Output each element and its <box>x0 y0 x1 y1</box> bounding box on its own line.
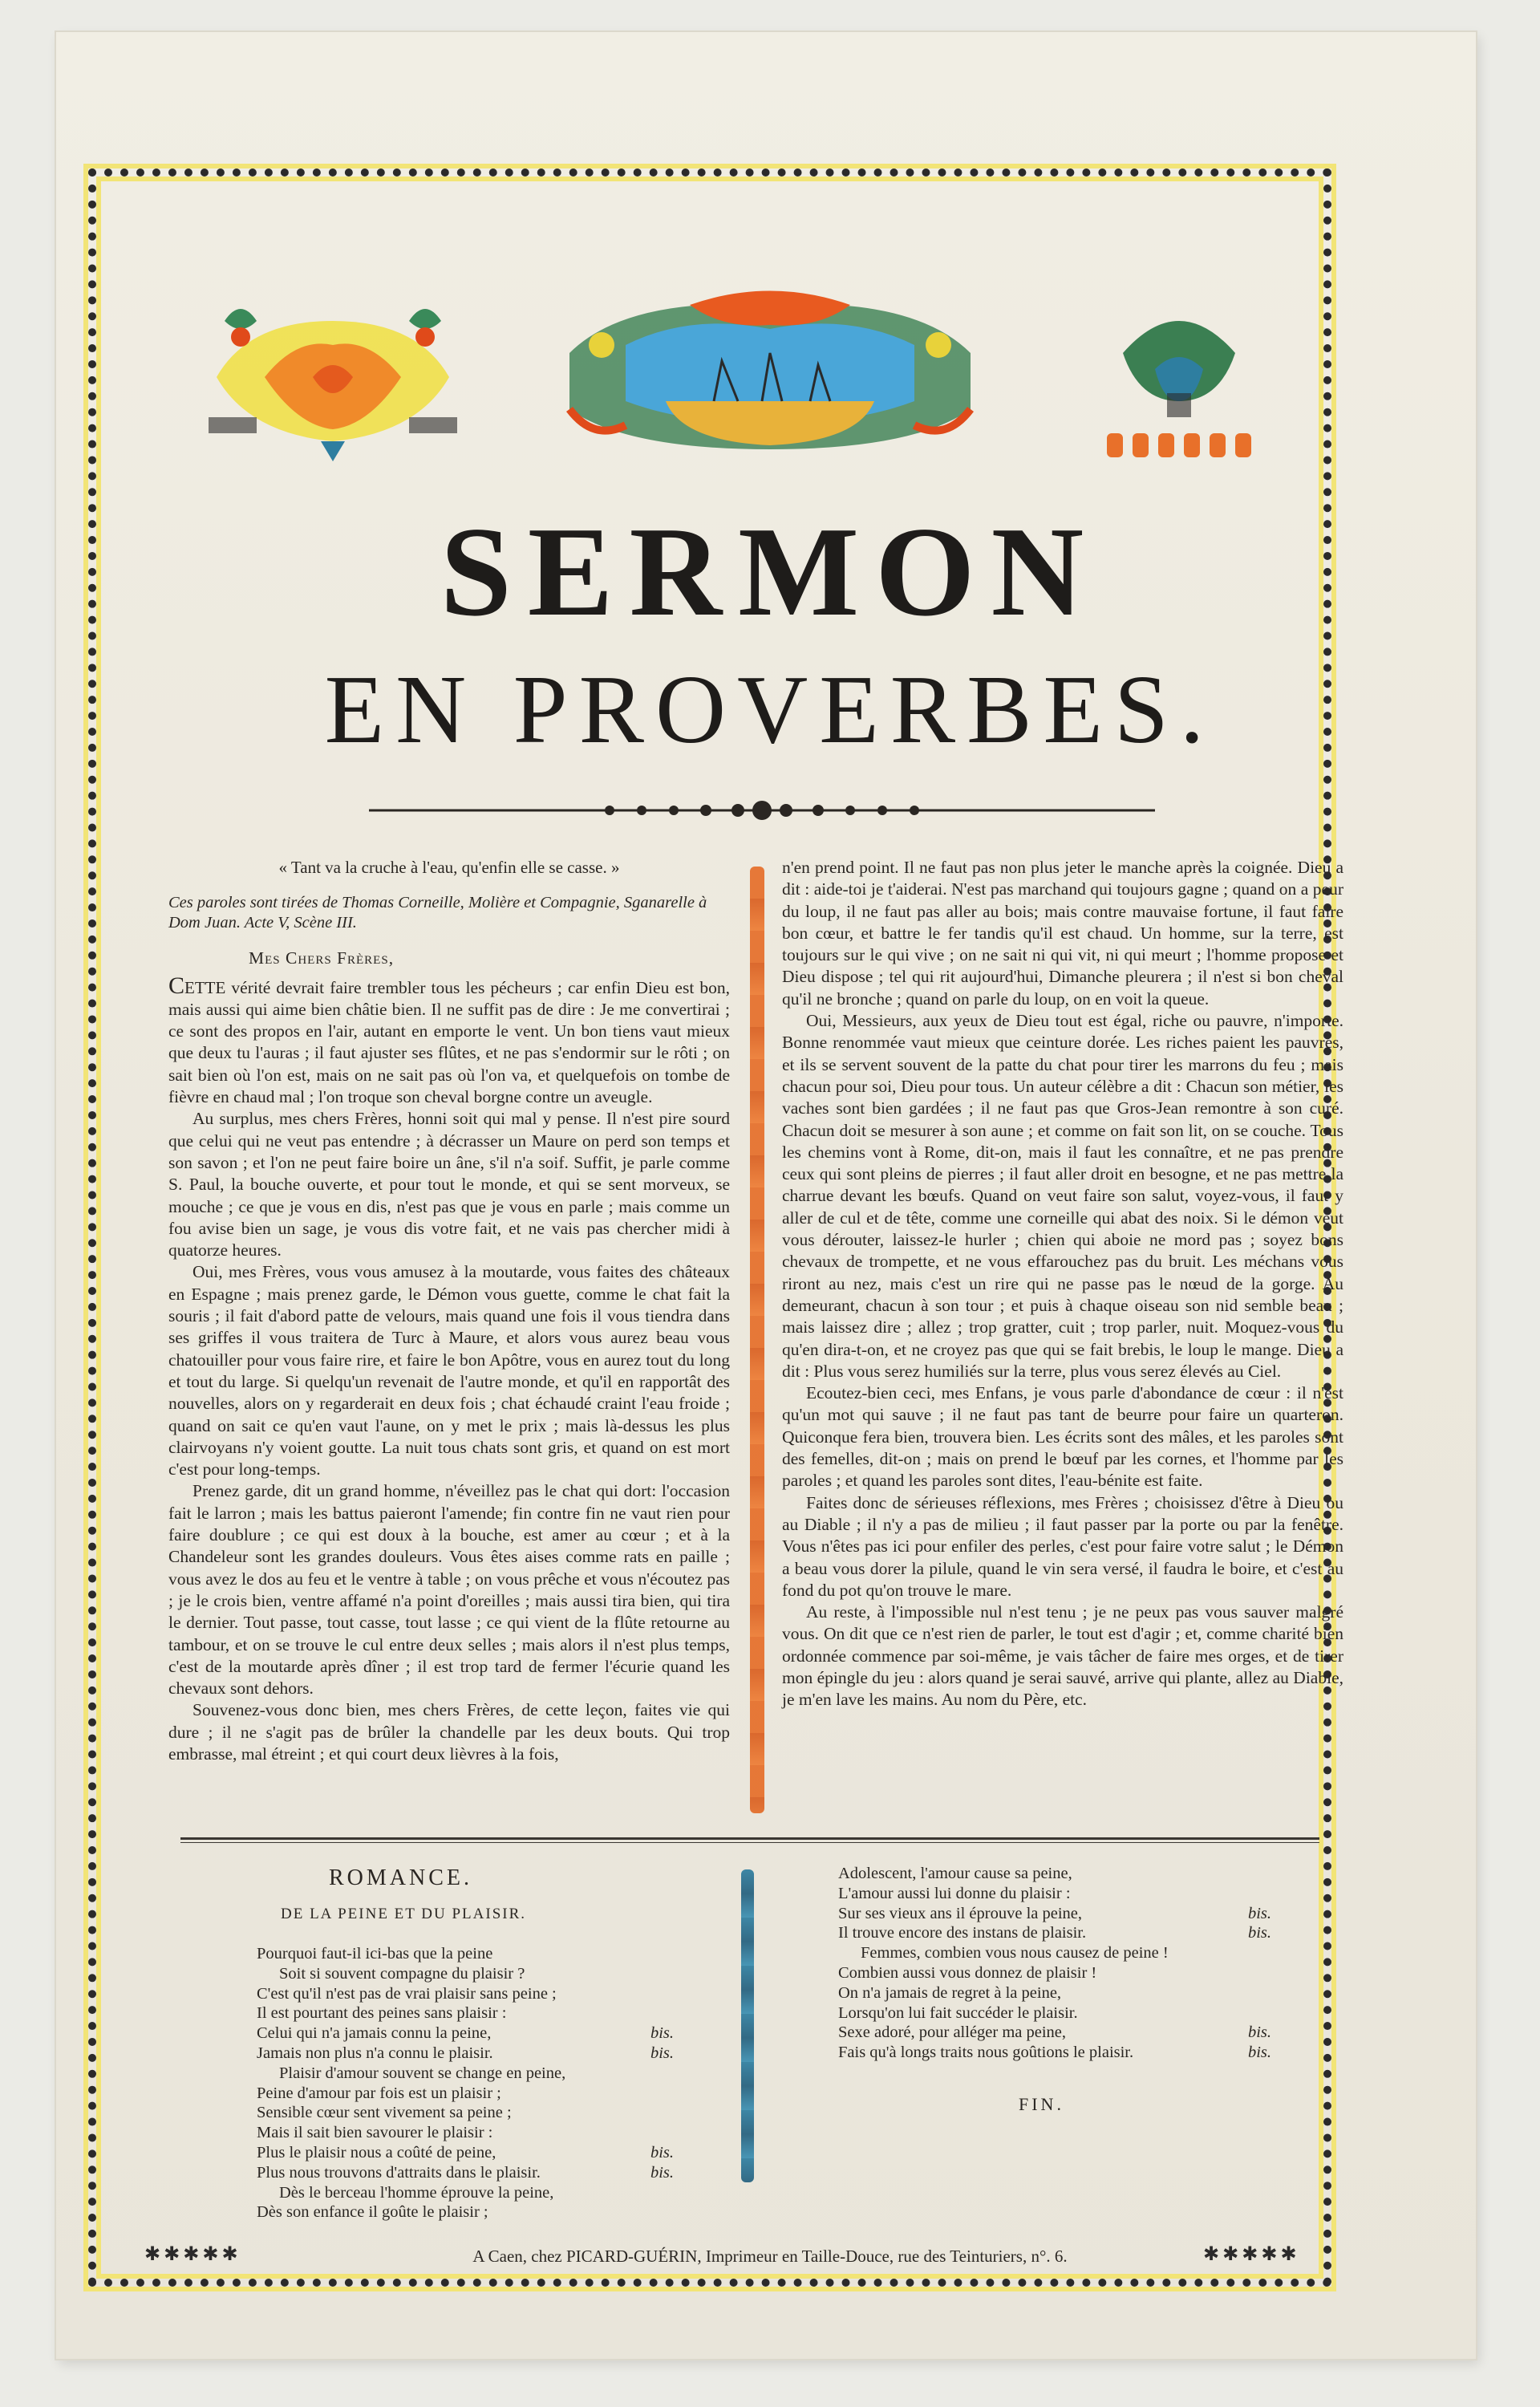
sermon-left-paragraphs <box>168 972 730 1766</box>
column-divider-blue <box>741 1869 754 2182</box>
romance-subtitle: DE LA PEINE ET DU PLAISIR. <box>281 1906 527 1922</box>
sermon-paragraph: Oui, Messieurs, aux yeux de Dieu tout est égal, riche ou pauvre, n'importe. Bonne renommée vaut mieux que ceinture dorée. Les riches paient les pauvres, et ils se servent souvent de la patte du chat pour tirer les marrons du feu ; mais chacun pour soi, Dieu pour tous. Un auteur célèbre a dit : Chacun son métier, les vaches sont bien gardées ; il ne faut pas que Gros-Jean remontre à son curé. Chacun doit se mesurer à son aune ; et comme on fait son lit, on se couche. Tous les chemins vont à Rome, dit-on, mais il faut les connaître, et ne pas prendre ceux qui sont pleins de pierres ; il faut aller droit en besogne, et ne pas mettre la charrue devant les bœufs. Quand on veut faire son salut, voyez-vous, il faut y aller de cul et de tête, comme une corneille qui abat des noix. Si le démon veut vous dérouter, laissez-le hurler ; chien qui aboie ne mord pas ; soyez bons chevaux de trompette, et ne vous effarouchez pas du bruit. Les méchans vous riront au nez, mais c'est un rire qui ne passe pas le nœud de la gorge. Au demeurant, chacun à son tour ; et puis à chaque oiseau son nid semble beau ; mais laissez dire ; allez ; trop gratter, cuit ; trop parler, nuit. Moquez-vous du qu'en dira-t-on, et ne croyez pas que qui se fait brebis, le loup le mange. Dieu a dit : Plus vous serez humiliés sur la terre, plus vous serez élevés au Ciel. <box>782 1011 1343 1381</box>
right-vignette <box>1099 297 1259 465</box>
poem-line <box>257 2103 690 2123</box>
poem-line <box>838 1904 1271 1924</box>
poem-line <box>257 1944 690 1964</box>
source-citation: Ces paroles sont tirées de Thomas Corneille, Molière et Compagnie, Sganarelle à Dom Juan. Acte V, Scène III. <box>168 894 707 932</box>
poem-line <box>257 2183 690 2203</box>
poem-line-text: Il trouve encore des instans de plaisir. <box>838 1924 1087 1942</box>
refrain-marker: bis. <box>1247 2044 1271 2062</box>
poem-line <box>838 1943 1271 1963</box>
section-rule <box>180 1837 1319 1840</box>
refrain-marker: bis. <box>1247 1924 1271 1942</box>
fin-label: FIN. <box>1019 2094 1064 2114</box>
poem-line-text: Il est pourtant des peines sans plaisir : <box>257 2004 507 2023</box>
poem-line-text: Sensible cœur sent vivement sa peine ; <box>257 2104 512 2122</box>
poem-line <box>257 2123 690 2143</box>
refrain-marker: bis. <box>650 2024 674 2043</box>
poem-line-text: Celui qui n'a jamais connu la peine, <box>257 2024 492 2043</box>
poem-line <box>838 2043 1271 2063</box>
poem-line-text: Mais il sait bien savourer le plaisir : <box>257 2124 493 2142</box>
poem-line-text: L'amour aussi lui donne du plaisir : <box>838 1884 1071 1902</box>
poem-line-text: On n'a jamais de regret à la peine, <box>838 1983 1062 2002</box>
poem-line-text: Soit si souvent compagne du plaisir ? <box>279 1964 525 1983</box>
refrain-marker: bis. <box>1247 2023 1271 2042</box>
poem-line-text: Sexe adoré, pour alléger ma peine, <box>838 2023 1067 2042</box>
poem-line-text: Combien aussi vous donnez de plaisir ! <box>838 1963 1097 1982</box>
poem-line <box>257 2084 690 2104</box>
poem-line <box>838 2023 1271 2043</box>
refrain-marker: bis. <box>650 2044 674 2062</box>
paragraph-text: Souvenez-vous donc bien, mes chers Frères, de cette leçon, faites vie qui dure ; il ne s'agit pas de brûler la chandelle par les deux bouts. Qui trop embrasse, mal étreint ; et qui court deux lièvres à la fois, <box>168 1700 730 1764</box>
footer-ornament-right: ✱✱✱✱✱ <box>1203 2243 1300 2265</box>
poem-line <box>838 1963 1271 1983</box>
column-divider-orange <box>750 867 764 1813</box>
paragraph-text: Prenez garde, dit un grand homme, n'éveillez pas le chat qui dort: l'occasion fait le larron ; mais les battus paieront l'amende; fin contre fin ne vaut rien pour faire doublure ; ce qui est doux à la bouche, est amer au cœur ; et à la Chandeleur sont les grandes douleurs. Vous êtes aises comme rats en paille ; vous avez le dos au feu et le ventre à table ; on vous prêche et vous n'écoutez pas ; je le crois bien, ventre affamé n'a point d'oreilles ; mais aussi tira bien, qui tira le dernier. Tout passe, tout casse, tout lasse ; ce qui vient de la flûte retourne au tambour, et on se trouve le cul entre deux selles ; mais alors il n'est plus temps, c'est de la moutarde après dîner ; il est trop tard de fermer l'écurie quand les chevaux sont dehors. <box>168 1481 730 1699</box>
poem-line <box>838 1864 1271 1884</box>
poem-line <box>257 1984 690 2004</box>
poem-line-text: Peine d'amour par fois est un plaisir ; <box>257 2084 501 2102</box>
sermon-left-column <box>168 857 730 1765</box>
left-vignette <box>201 289 465 465</box>
sermon-paragraph <box>168 1480 730 1699</box>
poem-line-text: Sur ses vieux ans il éprouve la peine, <box>838 1904 1083 1922</box>
poem-left-stanzas <box>257 1944 690 2222</box>
section-rule-thin <box>180 1842 1319 1843</box>
poem-line-text: Pourquoi faut-il ici-bas que la peine <box>257 1945 493 1963</box>
poem-line-text: Plaisir d'amour souvent se change en peine, <box>279 2064 566 2082</box>
sermon-paragraph <box>168 972 730 1109</box>
title-en-proverbes: EN PROVERBES. <box>324 656 1216 764</box>
sermon-paragraph: Faites donc de sérieuses réflexions, mes Frères ; choisissez d'être à Dieu ou au Diable ; il n'y a pas de milieu ; il faut passer par la porte ou par la fenêtre. Vous n'êtes pas ici pour enfiler des perles, c'est pour faire votre salut ; le Démon a beau vous dorer la pilule, quand le vin sera versé, il faudra le boire, et c'est au fond du pot qu'on trouve le mare. <box>782 1492 1343 1600</box>
sermon-paragraph: Au reste, à l'impossible nul n'est tenu ; je ne peux pas vous sauver malgré vous. On dit que ce n'est rien de parler, le tout est d'agir ; et, comme charité bien ordonnée commence par soi-même, je vais tâcher de faire mes orges, et de tirer mon épingle du jeu : alors quand je serai sauvé, arrive qui plante, allez au Diable, je m'en lave les mains. Au nom du Père, etc. <box>782 1602 1343 1710</box>
poem-line-text: Plus nous trouvons d'attraits dans le plaisir. <box>257 2163 541 2182</box>
poem-line-text: Adolescent, l'amour cause sa peine, <box>838 1865 1072 1882</box>
dropcap-word: Cette <box>168 972 226 999</box>
paragraph-text: Au surplus, mes chers Frères, honni soit qui mal y pense. Il n'est pire sourd que celui qui ne veut pas entendre ; à décrasser un Maure on perd son temps et son savon ; et l'on ne peut faire boire un âne, s'il n'a soif. Suffit, je parle comme S. Paul, la bouche ouverte, et pour tout le monde, et qui se sent morveux, se mouche ; ce que je vous en dis, n'est pas que je vous en parle ; mais comme un fou avise bien un sage, je vous dis votre fait, et ne vais pas chercher midi à quatorze heures. <box>168 1109 730 1260</box>
center-vignette <box>553 281 987 465</box>
poem-line <box>838 2003 1271 2023</box>
poem-line-text: Dès son enfance il goûte le plaisir ; <box>257 2203 488 2222</box>
sermon-paragraph: Ecoutez-bien ceci, mes Enfans, je vous parle d'abondance de cœur : il n'est qu'un mot qui sauve ; il ne faut pas tant de beurre pour faire un quarteron. Quiconque fera bien, trouvera bien. Les écrits sont des mâles, et les paroles sont des femelles, dit-on ; mais on prend le bœuf par les cornes, et l'homme par les paroles ; et quand les paroles sont dites, l'eau-bénite est faite. <box>782 1383 1343 1491</box>
poem-line <box>257 2003 690 2023</box>
poem-right-stanzas <box>838 1864 1271 2063</box>
poem-line-text: Jamais non plus n'a connu le plaisir. <box>257 2044 493 2062</box>
sermon-paragraph: n'en prend point. Il ne faut pas non plus jeter le manche après la coignée. Dieu a dit : aide-toi je t'aiderai. N'est pas marchand qui toujours gagne ; quand on a peur du loup, il ne faut pas aller au bois; mais contre mauvaise fortune, il faut faire bon cœur, et battre le fer tandis qu'il est chaud. Un homme, sur la terre, est toujours sur le qui vive ; on ne sait ni qui vit, ni qui meurt ; l'homme propose et Dieu dispose ; tel qui rit aujourd'hui, Dimanche pleurera ; il n'est si bon cheval qu'il ne bronche ; quand on parle du loup, on en voit la queue. <box>782 858 1343 1009</box>
title-sermon: SERMON <box>440 500 1100 643</box>
poem-line <box>257 2202 690 2222</box>
refrain-marker: bis. <box>650 2143 674 2161</box>
epigraph: « Tant va la cruche à l'eau, qu'enfin elle se casse. » <box>278 858 620 877</box>
sermon-right-paragraphs <box>782 857 1343 1711</box>
poem-line-text: Fais qu'à longs traits nous goûtions le plaisir. <box>838 2044 1134 2062</box>
poem-line <box>838 1983 1271 2003</box>
poem-line <box>257 1964 690 1984</box>
romance-title: ROMANCE. <box>329 1865 473 1890</box>
poem-line <box>257 2064 690 2084</box>
poem-line <box>257 2044 690 2064</box>
sermon-paragraph <box>168 1699 730 1765</box>
poem-line <box>838 1923 1271 1943</box>
woodcut-vignettes <box>201 273 1283 481</box>
poem-line <box>257 2143 690 2163</box>
sermon-right-column <box>782 857 1343 1711</box>
poem-line <box>257 2163 690 2183</box>
poem-line-text: Lorsqu'on lui fait succéder le plaisir. <box>838 2003 1078 2022</box>
poem-line-text: Dès le berceau l'homme éprouve la peine, <box>279 2183 554 2202</box>
sermon-paragraph <box>168 1108 730 1261</box>
ornamental-rule <box>369 794 1155 826</box>
poem-line-text: Plus le plaisir nous a coûté de peine, <box>257 2143 496 2161</box>
sermon-paragraph <box>168 1261 730 1480</box>
paragraph-text: vérité devrait faire trembler tous les pécheurs ; car enfin Dieu est bon, mais aussi qui aime bien châtie bien. Il ne suffit pas de dire : Je me convertirai ; ce sont des propos en l'air, autant en emporte le vent. Un bon tiens vaut mieux que deux tu l'auras ; il faut ajuster ses flûtes, et ne pas s'endormir sur le rôti ; on sait bien où l'on est, mais on ne sait pas où l'on va, et quelquefois on tombe de fièvre en chaud mal ; l'on troque son cheval borgne contre un aveugle. <box>168 977 730 1107</box>
printer-imprint: A Caen, chez PICARD-GUÉRIN, Imprimeur en Taille-Douce, rue des Teinturiers, n°. 6. <box>472 2247 1068 2266</box>
footer-ornament-left: ✱✱✱✱✱ <box>144 2243 241 2265</box>
poem-line-text: Femmes, combien vous nous causez de peine ! <box>861 1944 1169 1963</box>
paragraph-text: Oui, mes Frères, vous vous amusez à la moutarde, vous faites des châteaux en Espagne ; mais prenez garde, le Démon vous guette, comme le chat fait la souris ; il fait d'abord patte de velours, mais quand une fois il vous tiendra dans ses griffes il vous traitera de Turc à Maure, et alors vous aurez beau vous chatouiller pour vous faire rire, et faire le bon Apôtre, vous en aurez tout du long et tout du large. Si quelqu'un revenait de l'autre monde, et qu'il en rapportât des nouvelles, alors on y regarderait en deux fois ; chat échaudé craint l'eau froide ; quand on sait ce qu'en vaut l'aune, on y met le prix ; mais là-dessus les plus clairvoyans n'y voient goutte. La nuit tous chats sont gris, et quand on est mort c'est pour long-temps. <box>168 1262 730 1480</box>
poem-line <box>838 1884 1271 1904</box>
refrain-marker: bis. <box>650 2163 674 2182</box>
salutation: Mes Chers Frères, <box>249 948 395 968</box>
refrain-marker: bis. <box>1247 1904 1271 1922</box>
poem-line <box>257 2023 690 2044</box>
poem-line-text: C'est qu'il n'est pas de vrai plaisir sans peine ; <box>257 1984 557 2003</box>
